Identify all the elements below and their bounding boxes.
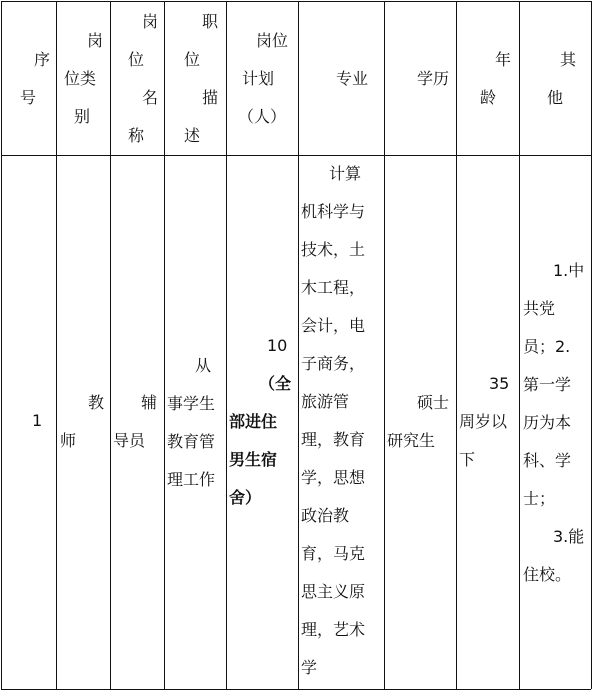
header-major: 专业 — [336, 69, 369, 88]
column-divider — [1, 1, 2, 689]
cell-education: 硕士 研究生 — [387, 393, 450, 450]
header-divider — [1, 155, 591, 156]
column-divider — [56, 1, 57, 689]
cell-description: 从 事学生 教育管 理工作 — [167, 356, 216, 489]
header-category: 岗 位类 别 — [64, 31, 104, 126]
cell-plan: 10 （全 部进住 男生宿 舍） — [229, 336, 292, 507]
column-divider — [110, 1, 111, 689]
header-description: 职 位 描 述 — [184, 12, 219, 145]
header-other: 其 他 — [547, 50, 577, 107]
header-position-name: 岗 位 名 称 — [128, 12, 159, 145]
header-age: 年 龄 — [480, 50, 512, 107]
header-seq: 序 号 — [20, 50, 51, 107]
column-divider — [164, 1, 165, 689]
column-divider — [456, 1, 457, 689]
table-border-bottom — [1, 689, 591, 690]
cell-category: 教 师 — [60, 393, 105, 450]
column-divider — [519, 1, 520, 689]
column-divider — [591, 1, 592, 689]
column-divider — [298, 1, 299, 689]
cell-age: 35 周岁以 下 — [459, 374, 510, 469]
cell-other: 1.中 共党 员；2. 第一学 历为本 科、学 士； 3.能 住校。 — [523, 261, 585, 584]
cell-position-name: 辅 导员 — [113, 393, 158, 450]
column-divider — [384, 1, 385, 689]
cell-seq: 1 — [32, 411, 43, 430]
column-divider — [226, 1, 227, 689]
table-border-top — [1, 1, 591, 2]
header-education: 学历 — [417, 69, 450, 88]
cell-major: 计算 机科学与 技术，土 木工程， 会计，电 子商务， 旅游管 理，教育 学，思想 政治教 育，马克 思主义原 理，艺术 学 — [301, 164, 366, 677]
header-plan: 岗位 计划 （人） — [238, 31, 289, 126]
